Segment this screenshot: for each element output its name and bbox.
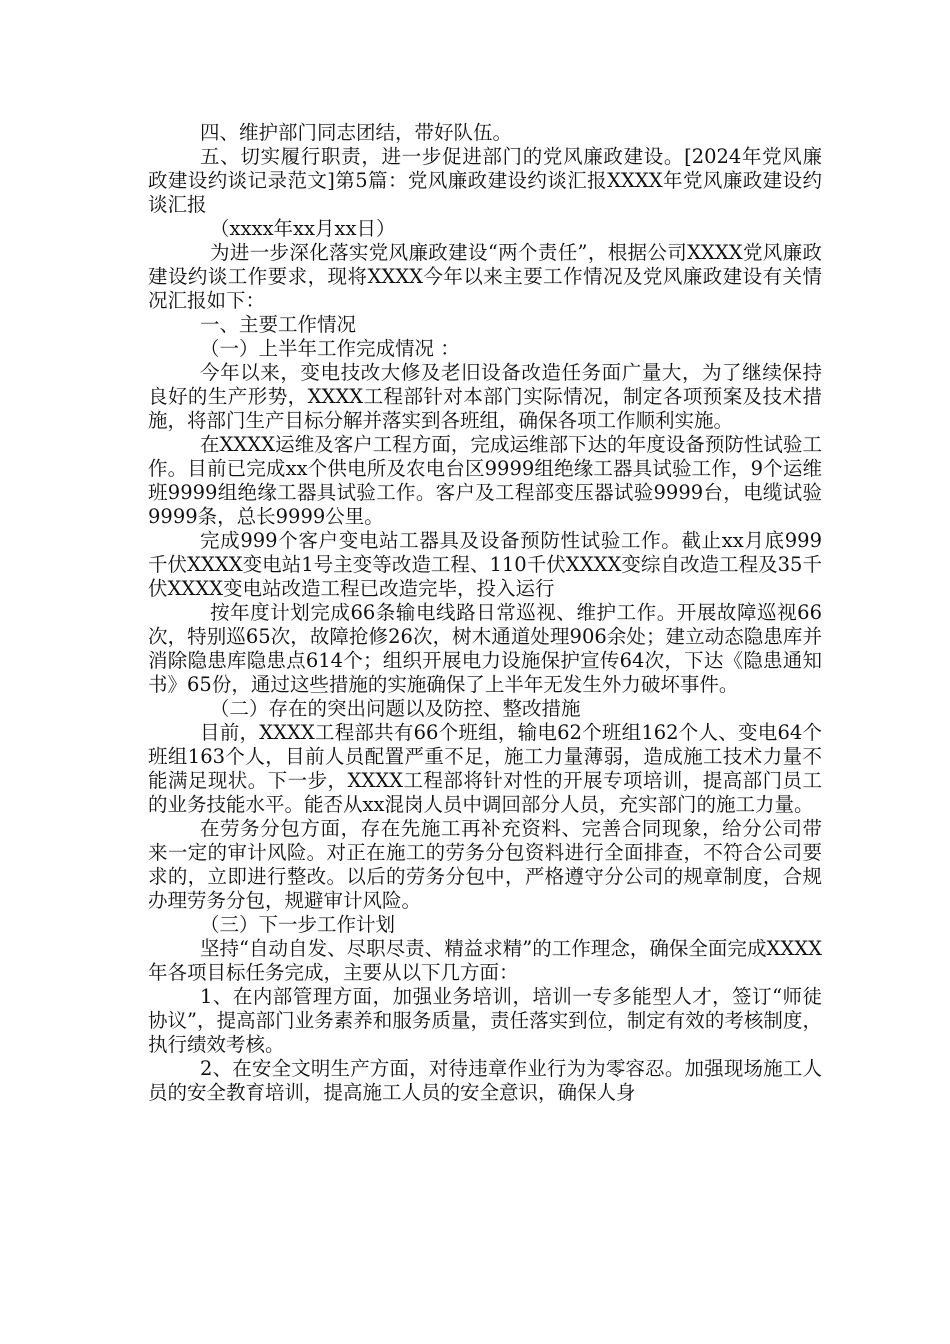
paragraph-10: 按年度计划完成66条输电线路日常巡视、维护工作。开展故障巡视66次，特别巡65次，故障抢修26次，树木通道处理906余处；建立动态隐患库并消除隐患库隐患点614个；组织开展电力设施保护宣传64次，下达《隐患通知书》65份，通过这些措施的实施确保了上半年无发生外力破坏事件。 [148,601,822,696]
section-heading-1: 一、主要工作情况 [200,313,357,336]
paragraph-8: 在XXXX运维及客户工程方面，完成运维部下达的年度设备预防性试验工作。目前已完成xx个供电所及农电台区9999组绝缘工器具试验工作，9个运维班9999组绝缘工器具试验工作。客户及工程部变压器试验9999台，电缆试验9999条，总长9999公里。 [148,433,822,528]
paragraph-1: 四、维护部门同志团结，带好队伍。 [200,121,513,144]
paragraph-15: 坚持“自动自发、尽职尽责、精益求精”的工作理念，确保全面完成XXXX年各项目标任务完成，主要从以下几方面： [148,937,822,984]
report-date: （xxxx年xx月xx日） [210,217,396,240]
paragraph-17: 2、在安全文明生产方面，对待违章作业行为为零容忍。加强现场施工人员的安全教育培训，提高施工人员的安全意识，确保人身 [148,1057,822,1104]
subsection-heading-1: （一）上半年工作完成情况 ： [200,337,460,360]
subsection-heading-2: （二）存在的突出问题以及防控、整改措施 [210,697,581,720]
document-body [148,121,822,1105]
subsection-heading-3: （三）下一步工作计划 [200,913,396,936]
paragraph-7: 今年以来，变电技改大修及老旧设备改造任务面广量大，为了继续保持良好的生产形势，XXXX工程部针对本部门实际情况，制定各项预案及技术措施，将部门生产目标分解并落实到各班组，确保各项工作顺利实施。 [148,361,822,432]
paragraph-intro: 为进一步深化落实党风廉政建设“两个责任”，根据公司XXXX党风廉政建设约谈工作要求，现将XXXX今年以来主要工作情况及党风廉政建设有关情况汇报如下： [148,241,822,312]
paragraph-9: 完成999个客户变电站工器具及设备预防性试验工作。截止xx月底999千伏XXXX变电站1号主变等改造工程、110千伏XXXX变综自改造工程及35千伏XXXX变电站改造工程已改造完毕，投入运行 [148,529,822,600]
paragraph-13: 在劳务分包方面，存在先施工再补充资料、完善合同现象，给分公司带来一定的审计风险。对正在施工的劳务分包资料进行全面排查，不符合公司要求的，立即进行整改。以后的劳务分包中，严格遵守分公司的规章制度，合规办理劳务分包，规避审计风险。 [148,817,822,912]
paragraph-12: 目前，XXXX工程部共有66个班组，输电62个班组162个人、变电64个班组163个人，目前人员配置严重不足，施工力量薄弱，造成施工技术力量不能满足现状。下一步，XXXX工程部将针对性的开展专项培训，提高部门员工的业务技能水平。能否从xx混岗人员中调回部分人员，充实部门的施工力量。 [148,721,822,816]
paragraph-2: 五、切实履行职责，进一步促进部门的党风廉政建设。[2024年党风廉政建设约谈记录范文]第5篇：党风廉政建设约谈汇报XXXX年党风廉政建设约谈汇报 [148,145,822,216]
paragraph-16: 1、在内部管理方面，加强业务培训，培训一专多能型人才，签订“师徒协议”，提高部门业务素养和服务质量，责任落实到位，制定有效的考核制度，执行绩效考核。 [148,985,822,1056]
